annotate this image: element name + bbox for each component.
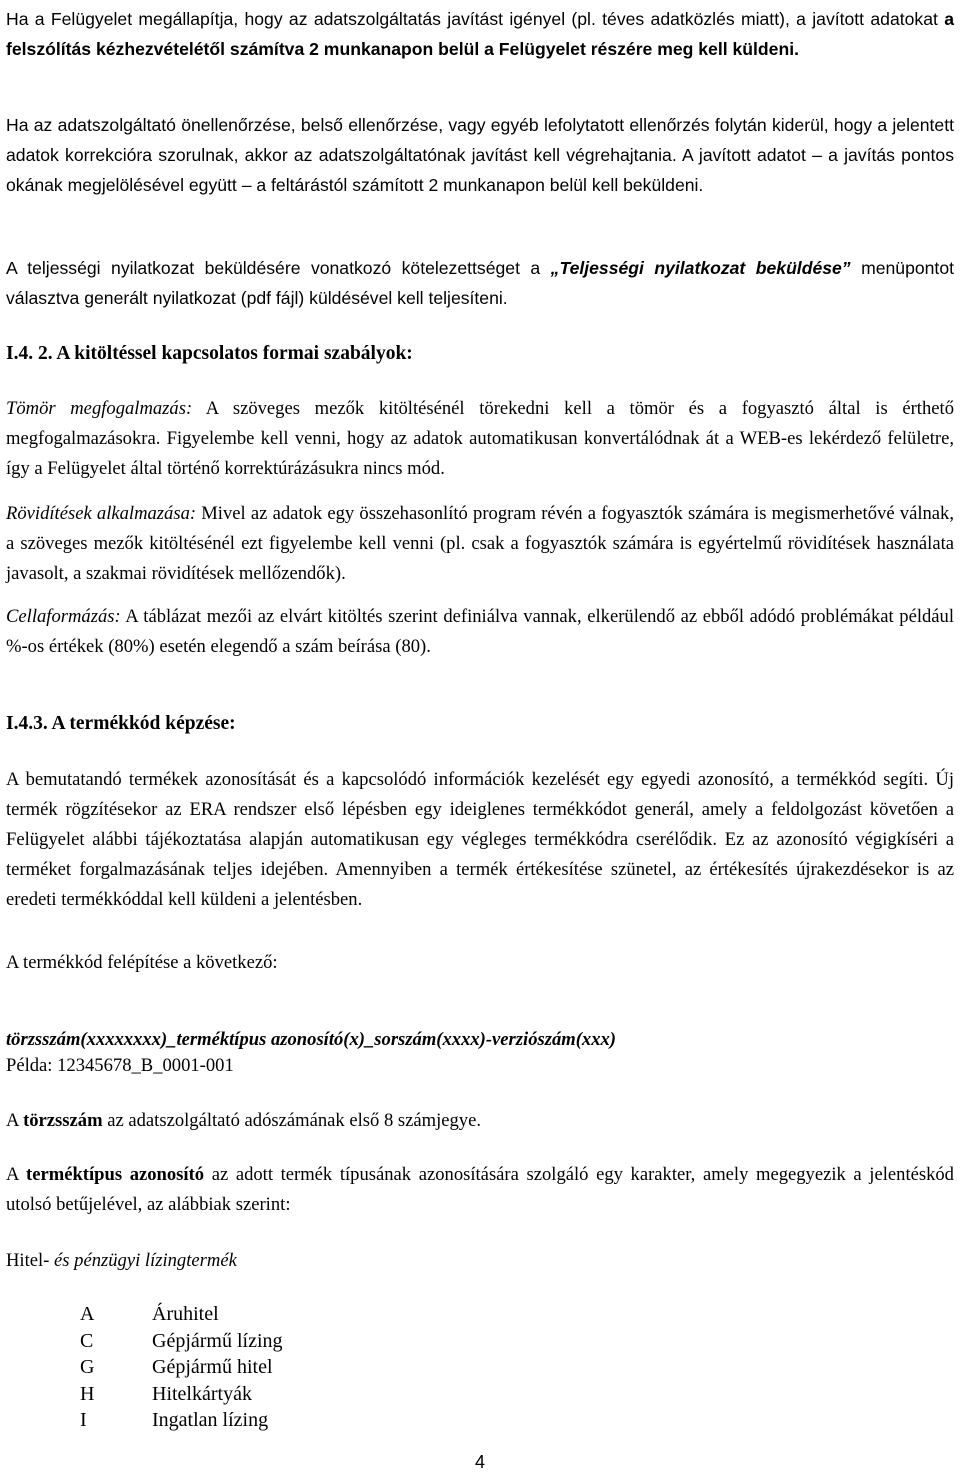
paragraph-tax-number bbox=[6, 1107, 481, 1135]
bold-text: a felszólítás kézhezvételétől számítva 2 munkanapon belül a Felügyelet részére meg kell küldeni. bbox=[6, 9, 954, 59]
type-code: C bbox=[80, 1330, 94, 1352]
paragraph-abbreviations bbox=[6, 499, 954, 589]
menu-item-reference: „Teljességi nyilatkozat beküldése” bbox=[550, 258, 851, 278]
category-heading bbox=[6, 1247, 237, 1275]
type-name: Ingatlan lízing bbox=[152, 1409, 269, 1431]
bold-text: törzsszám bbox=[23, 1110, 103, 1131]
product-code-example: Példa: 12345678_B_0001-001 bbox=[6, 1055, 234, 1076]
paragraph-text: az adott termék típusának azonosítására szolgáló egy karakter, amely megegyezik a jelentéskód utolsó betűjelével, az alábbiak szerint: bbox=[6, 1164, 954, 1215]
type-code: I bbox=[80, 1409, 87, 1431]
section-heading-formal-rules: I.4. 2. A kitöltéssel kapcsolatos formai szabályok: bbox=[6, 343, 413, 364]
type-name: Gépjármű lízing bbox=[152, 1330, 283, 1352]
paragraph-text: A teljességi nyilatkozat beküldésére vonatkozó kötelezettséget a bbox=[6, 258, 551, 278]
paragraph-cell-formatting bbox=[6, 602, 954, 662]
paragraph-code-structure: A termékkód felépítése a következő: bbox=[6, 952, 278, 973]
section-heading-product-code: I.4.3. A termékkód képzése: bbox=[6, 713, 236, 734]
category-text: Hitel- bbox=[6, 1250, 50, 1271]
paragraph-correction-request bbox=[6, 4, 954, 64]
paragraph-text: Mivel az adatok egy összehasonlító program révén a fogyasztók számára is megismerhetővé válnak, a szöveges mezők kitöltésénél ezt figyelembe kell venni (pl. csak a fogyasztók számára is egyértelmű rövidítések használata javasolt, a szakmai rövidítések mellőzendők). bbox=[6, 503, 954, 584]
paragraph-text: Ha a Felügyelet megállapítja, hogy az adatszolgáltatás javítást igényel (pl. téves adatközlés miatt), a javított adatokat bbox=[6, 9, 945, 29]
type-name: Hitelkártyák bbox=[152, 1383, 252, 1405]
rule-label: Rövidítések alkalmazása: bbox=[6, 503, 197, 524]
rule-label: Cellaformázás: bbox=[6, 606, 121, 627]
paragraph-concise-wording bbox=[6, 394, 954, 484]
paragraph-product-code-intro: A bemutatandó termékek azonosítását és a kapcsolódó információk kezelését egy egyedi azonosító, a termékkód segíti. Új termék rögzítésekor az ERA rendszer első lépésben egy ideiglenes termékkódot generál, amely a feldolgozást követően a Felügyelet alábbi tájékoztatása alapján automatikusan egy végleges termékkódra cserélődik. Ez az azonosító végigkíséri a terméket forgalmazásának teljes idejében. Amennyiben a termék értékesítése szünetel, az értékesítés újrakezdésekor is az eredeti termékkóddal kell küldeni a jelentésben. bbox=[6, 769, 954, 910]
type-code: A bbox=[80, 1303, 95, 1325]
paragraph-text: A bbox=[6, 1164, 27, 1185]
paragraph-text: Ha az adatszolgáltató önellenőrzése, belső ellenőrzése, vagy egyéb lefolytatott ellenőrzés folytán kiderül, hogy a jelentett adatok korrekcióra szorulnak, akkor az adatszolgáltatónak javítást kell végrehajtania. A javított adatot – a javítás pontos okának megjelölésével együtt – a feltárástól számított 2 munkanapon belül kell beküldeni. bbox=[6, 115, 954, 195]
paragraph-text: menüpontot választva generált nyilatkozat (pdf fájl) küldésével kell teljesíteni. bbox=[6, 258, 954, 308]
paragraph-self-check bbox=[6, 110, 954, 200]
paragraph-text: A táblázat mezői az elvárt kitöltés szerint definiálva vannak, elkerülendő az ebből adódó problémákat például %-os értékek (80%) esetén elegendő a szám beírása (80). bbox=[6, 606, 954, 657]
category-text-italic: és pénzügyi lízingtermék bbox=[49, 1250, 237, 1271]
paragraph-text: A bbox=[6, 1110, 24, 1131]
paragraph-text: A szöveges mezők kitöltésénél törekedni kell a tömör és a fogyasztó által is érthető megfogalmazásokra. Figyelembe kell venni, hogy az adatok automatikusan konvertálódnak át a WEB-es lekérdező felületre, így a Felügyelet által történő korrektúrázásukra nincs mód. bbox=[6, 398, 954, 479]
type-name: Gépjármű hitel bbox=[152, 1356, 273, 1378]
type-name: Áruhitel bbox=[152, 1303, 219, 1325]
type-code: H bbox=[80, 1383, 95, 1405]
rule-label: Tömör megfogalmazás: bbox=[6, 398, 193, 419]
type-code: G bbox=[80, 1356, 95, 1378]
paragraph-product-type-id bbox=[6, 1160, 954, 1220]
page-number: 4 bbox=[474, 1452, 485, 1472]
bold-text: terméktípus azonosító bbox=[26, 1164, 205, 1185]
paragraph-text: az adatszolgáltató adószámának első 8 számjegye. bbox=[102, 1110, 482, 1131]
paragraph-completeness-statement bbox=[6, 253, 954, 313]
product-code-format: törzsszám(xxxxxxxx)_terméktípus azonosító(x)_sorszám(xxxx)-verziószám(xxx) bbox=[6, 1029, 616, 1050]
